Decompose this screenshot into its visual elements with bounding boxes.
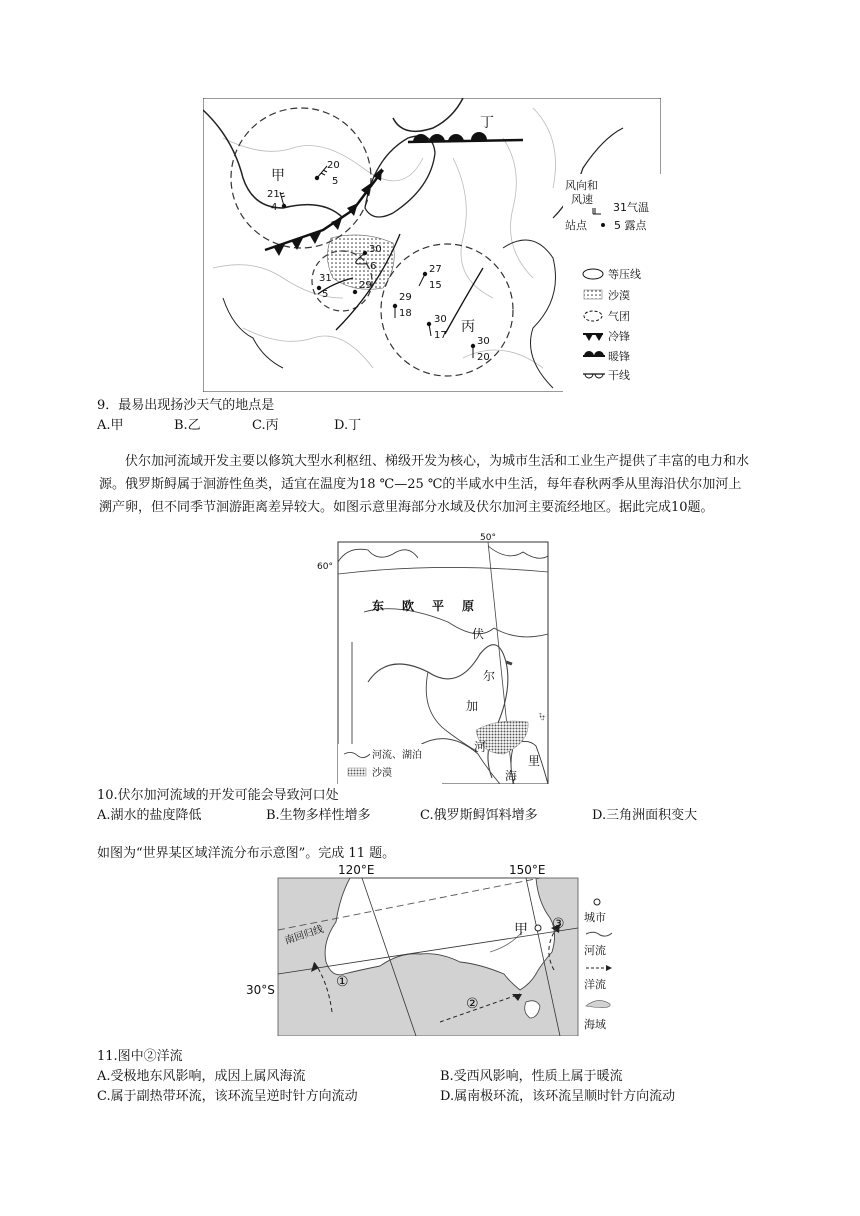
city-jia-label: 甲 — [514, 922, 528, 938]
station-temp: 30 — [369, 244, 382, 255]
question-10-stem: 10.伏尔加河流域的开发可能会导致河口处 — [97, 788, 339, 803]
legend-cold-front: 冷锋 — [608, 330, 630, 343]
legend-sea: 海域 — [584, 1018, 606, 1031]
station-dew: 6 — [370, 261, 377, 272]
question-9-stem: 9．最易出现扬沙天气的地点是 — [97, 398, 275, 413]
plain-char: 平 — [432, 599, 445, 613]
volga-map — [308, 532, 552, 784]
sea-char: 海 — [505, 769, 518, 783]
station-dew: 5 — [332, 176, 339, 187]
key-station: 站点 — [565, 219, 587, 232]
lat-60-label: 60° — [317, 562, 333, 572]
q10-option-a[interactable]: A.湖水的盐度降低 — [97, 808, 202, 823]
q9-option-a[interactable]: A.甲 — [97, 418, 124, 433]
q11-option-c[interactable]: C.属于副热带环流，该环流呈逆时针方向流动 — [97, 1089, 358, 1104]
station-dew: 18 — [399, 308, 412, 319]
river-char: 伏 — [472, 627, 485, 641]
label-bing: 丙 — [461, 319, 475, 335]
plain-char: 原 — [462, 599, 475, 613]
legend-desert2: 沙漠 — [372, 768, 392, 779]
current-3-label: ③ — [552, 916, 565, 932]
legend-isobar: 等压线 — [608, 268, 641, 281]
station-temp: 20 — [327, 160, 340, 171]
legend-dry-line: 干线 — [608, 369, 630, 382]
q9-option-d[interactable]: D.丁 — [334, 418, 362, 433]
weather-map-figure — [203, 98, 661, 392]
q11-option-a[interactable]: A.受极地东风影响，成因上属风海流 — [97, 1069, 306, 1084]
station-temp: 27 — [429, 264, 442, 275]
q10-option-b[interactable]: B.生物多样性增多 — [266, 808, 371, 823]
legend-air-mass: 气团 — [608, 310, 630, 323]
plain-char: 东 — [372, 599, 385, 613]
river-char: 尔 — [483, 669, 496, 683]
station-dew: 20 — [477, 352, 490, 363]
lon-120-label: 120°E — [338, 863, 375, 877]
legend-desert: 沙漠 — [608, 289, 630, 302]
legend-current: 洋流 — [584, 978, 606, 991]
lat-30s-label: 30°S — [246, 983, 275, 997]
tropic-label: 南回归线 — [283, 924, 325, 947]
volga-map-figure — [308, 532, 552, 784]
q10-option-d[interactable]: D.三角洲面积变大 — [592, 808, 698, 823]
ocean-current-map-figure — [240, 862, 618, 1036]
station-temp: 29 — [399, 292, 412, 303]
station-temp: 30 — [434, 314, 447, 325]
station-dew: 15 — [429, 280, 442, 291]
legend-city: 城市 — [584, 911, 606, 924]
river-char: 河 — [474, 740, 487, 754]
weather-map — [203, 98, 661, 392]
q11-option-d[interactable]: D.属南极环流，该环流呈顺时针方向流动 — [440, 1089, 676, 1104]
lon-50-label: 50° — [480, 533, 496, 543]
ocean-current-map — [240, 862, 618, 1036]
station-dew: 17 — [434, 330, 447, 341]
intro-11: 如图为“世界某区域洋流分布示意图”。完成 11 题。 — [97, 846, 396, 861]
lon-150-label: 150°E — [509, 863, 546, 877]
passage-10: 伏尔加河流域开发主要以修筑大型水利枢纽、梯级开发为核心，为城市生活和工业生产提供了丰富的电力和水源。俄罗斯鲟属于洄游性鱼类，适宜在温度为18 ℃—25 ℃的半咸水中生活，每年春秋两季从里海沿伏尔加河上溯产卵，但不同季节洄游距离差异较大。如图示意里海部分水域及伏尔加河主要流经地区。据此完成10题。 — [99, 454, 750, 515]
key-wind2: 风速 — [571, 193, 593, 206]
river-char: 加 — [466, 699, 479, 713]
station-dew: 5 — [322, 289, 329, 300]
station-dew: 4 — [271, 202, 278, 213]
label-yi: 乙 — [354, 252, 368, 268]
station-temp: 31 — [319, 273, 332, 284]
station-temp: 30 — [477, 336, 490, 347]
sea-char: 里 — [528, 754, 541, 768]
label-ding: 丁 — [480, 115, 494, 131]
current-2-label: ② — [466, 996, 479, 1012]
legend-river-lake: 河流、湖泊 — [372, 750, 422, 761]
key-dew: 5 露点 — [614, 219, 647, 232]
legend-river: 河流 — [584, 944, 606, 957]
label-jia: 甲 — [271, 168, 285, 184]
key-temp: 31气温 — [613, 201, 649, 214]
station-temp: 29 — [359, 280, 372, 291]
plain-char: 欧 — [402, 599, 415, 613]
legend-warm-front: 暖锋 — [608, 350, 630, 363]
q9-option-b[interactable]: B.乙 — [174, 418, 201, 433]
question-11-stem: 11.图中②洋流 — [97, 1049, 183, 1064]
q11-option-b[interactable]: B.受西风影响，性质上属于暖流 — [440, 1069, 623, 1084]
current-1-label: ① — [336, 974, 349, 990]
q9-option-c[interactable]: C.丙 — [252, 418, 279, 433]
station-temp: 21 — [267, 189, 280, 200]
q10-option-c[interactable]: C.俄罗斯鲟饵料增多 — [420, 808, 538, 823]
key-wind: 风向和 — [565, 179, 598, 192]
